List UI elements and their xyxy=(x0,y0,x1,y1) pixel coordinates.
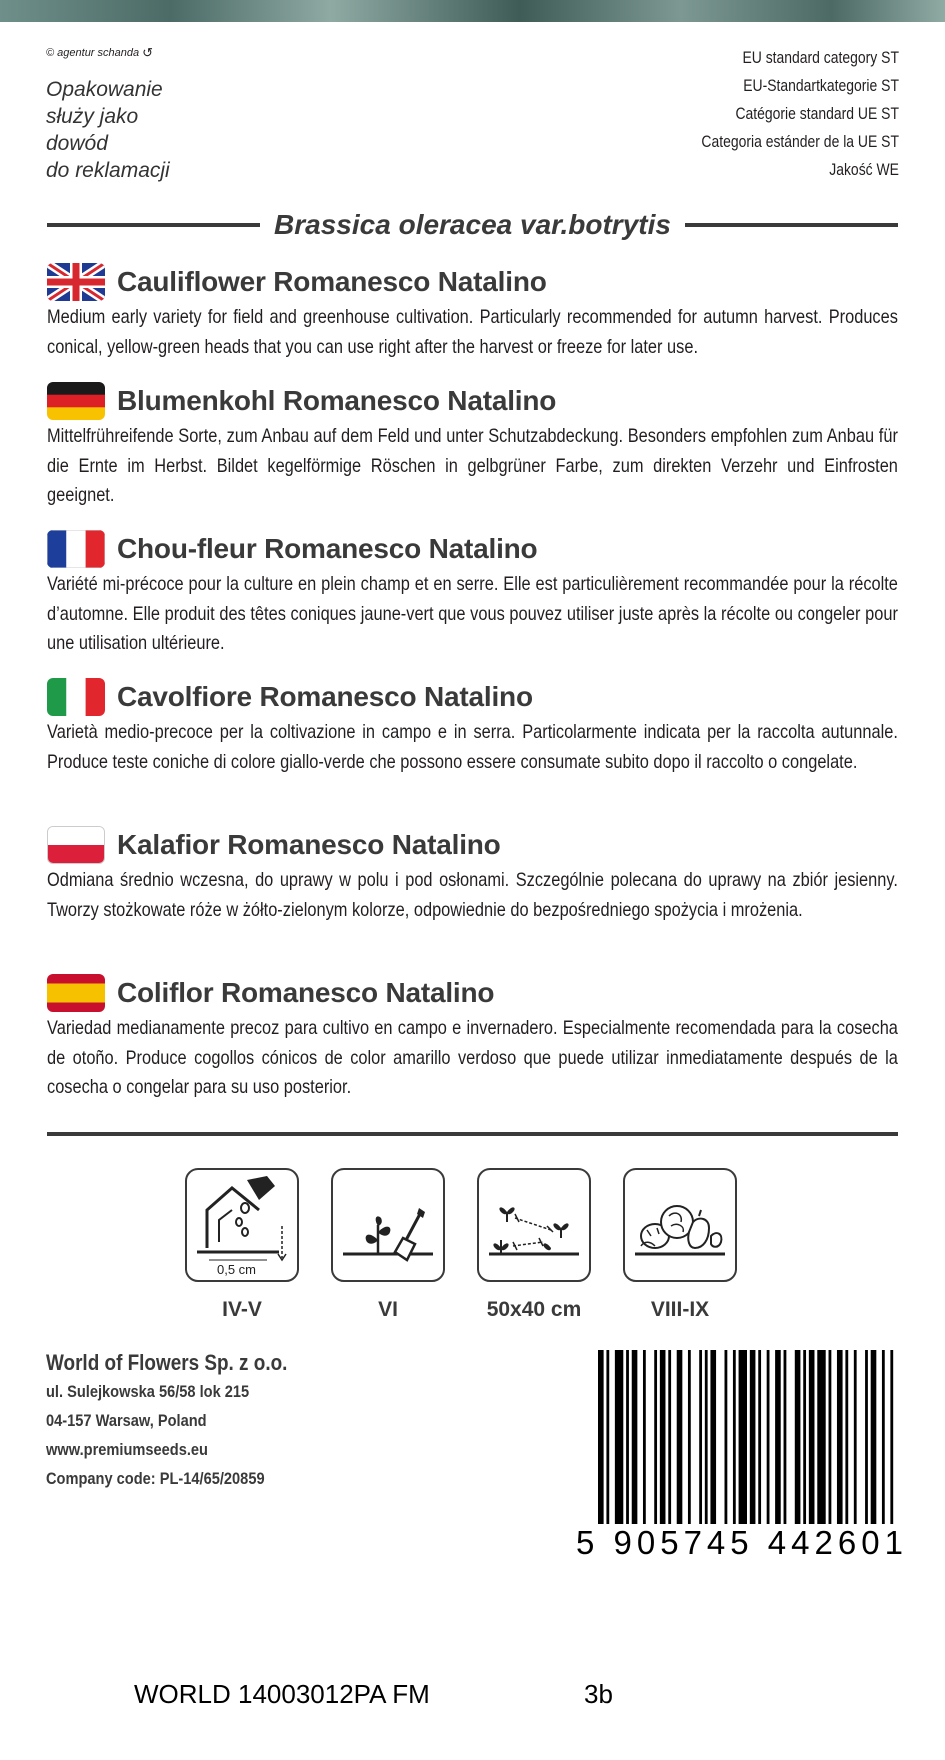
harvest-icon xyxy=(623,1168,737,1282)
barcode-bar xyxy=(784,1350,787,1530)
print-code: WORLD 14003012PA FM xyxy=(134,1679,430,1709)
company-name: World of Flowers Sp. z o.o. xyxy=(46,1350,288,1375)
photo-credit xyxy=(46,45,153,61)
barcode-bar xyxy=(626,1350,629,1530)
barcode-bar xyxy=(767,1350,770,1530)
barcode-bar xyxy=(677,1350,683,1530)
barcode-bar xyxy=(705,1350,708,1530)
section-title: Cavolfiore Romanesco Natalino xyxy=(117,681,533,712)
greenhouse-sowing-icon xyxy=(185,1168,299,1282)
swirl-logo-icon: ↺ xyxy=(142,45,154,60)
barcode-bar xyxy=(699,1350,702,1530)
section-italian xyxy=(47,676,898,777)
page-code: 3b xyxy=(584,1679,613,1709)
barcode-bar xyxy=(829,1350,832,1530)
eu-category-list xyxy=(701,44,899,184)
company-website: www.premiumseeds.eu xyxy=(46,1440,208,1459)
section-polish xyxy=(47,824,898,925)
section-french xyxy=(47,528,898,659)
barcode-bar xyxy=(725,1350,728,1530)
barcode-bar xyxy=(632,1350,638,1530)
section-german xyxy=(47,380,898,511)
spanish-flag-icon xyxy=(47,974,105,1012)
section-english xyxy=(47,261,898,362)
barcode-bar xyxy=(758,1350,761,1530)
eu-category-line: Jakość WE xyxy=(829,160,899,179)
barcode-bar xyxy=(733,1350,736,1530)
uk-flag-icon xyxy=(47,263,105,301)
barcode-bar xyxy=(817,1350,825,1530)
section-title: Chou-fleur Romanesco Natalino xyxy=(117,533,538,564)
complaint-notice xyxy=(46,76,170,184)
section-text: Variedad medianamente precoz para cultivo en campo e invernadero. Especialmente recomendada para la cosecha de otoño. Produce cogollos cónicos de color amarillo verdoso que puede utilizar inmediatamente después de la cosecha o congelar para su uso posterior. xyxy=(47,1017,898,1098)
barcode-bar xyxy=(854,1350,857,1530)
barcode-bar xyxy=(775,1350,781,1530)
eu-category-line: EU-Standartkategorie ST xyxy=(743,76,899,95)
polish-flag-icon xyxy=(47,826,105,864)
barcode-bar xyxy=(837,1350,843,1530)
section-text: Medium early variety for field and greenhouse cultivation. Particularly recommended for autumn harvest. Produces conical, yellow-green heads that you can use right after the harvest or freeze for later use. xyxy=(47,306,898,358)
spacing-label: 50x40 cm xyxy=(486,1298,582,1321)
complaint-line: dowód xyxy=(46,132,108,155)
section-title: Coliflor Romanesco Natalino xyxy=(117,977,495,1008)
latin-name: Brassica oleracea var.botrytis xyxy=(274,209,671,240)
divider xyxy=(47,1132,898,1136)
complaint-line: Opakowanie xyxy=(46,78,163,101)
barcode-number: 5 905745 442601 xyxy=(572,1524,912,1562)
barcode-bar xyxy=(668,1350,671,1530)
barcode-bar xyxy=(643,1350,646,1530)
sowing-depth-label: 0,5 cm xyxy=(217,1262,257,1277)
eu-category-line: Catégorie standard UE ST xyxy=(735,104,899,123)
photo-credit-text: © agentur schanda xyxy=(46,47,140,59)
section-text: Odmiana średnio wczesna, do uprawy w polu i pod osłonami. Szczególnie polecana do uprawy na zbiór jesienny. Tworzy stożkowate róże w żółto-zielonym kolorze, odpowiednie do bezpośredniego spożycia i mrożenia. xyxy=(47,869,898,921)
barcode-bar xyxy=(710,1350,716,1530)
section-title: Kalafior Romanesco Natalino xyxy=(117,829,501,860)
section-text: Variété mi-précoce pour la culture en plein champ et en serre. Elle est particulièrement recommandée pour la récolte d’automne. Elle produit des têtes coniques jaune-vert que vous pouvez utiliser juste après la récolte ou congeler pour une utilisation ultérieure. xyxy=(47,573,898,654)
section-spanish xyxy=(47,972,898,1103)
plant-spacing-icon xyxy=(477,1168,591,1282)
company-street: ul. Sulejkowska 56/58 lok 215 xyxy=(46,1382,250,1401)
eu-category-line: EU standard category ST xyxy=(742,48,899,67)
section-text: Mittelfrühreifende Sorte, zum Anbau auf dem Feld und unter Schutzabdeckung. Besonders empfohlen zum Anbau für die Ernte im Herbst. Bildet kegelförmige Röschen in gelbgrüner Farbe, zum direkten Verzehr und Einfrosten geeignet. xyxy=(47,425,898,506)
transplanting-icon xyxy=(331,1168,445,1282)
complaint-line: do reklamacji xyxy=(46,159,170,182)
barcode-bar xyxy=(615,1350,623,1530)
barcode-bar xyxy=(660,1350,666,1530)
barcode-bar xyxy=(688,1350,691,1530)
barcode-bar xyxy=(795,1350,801,1530)
barcode-bar xyxy=(654,1350,657,1530)
transplanting-period-label: VI xyxy=(378,1298,398,1321)
barcode-bar xyxy=(845,1350,848,1530)
german-flag-icon xyxy=(47,382,105,420)
section-text: Varietà medio-precoce per la coltivazione in campo e in serra. Particolarmente indicata per la raccolta autunnale. Produce teste coniche di colore giallo-verde che possono essere consumate subito dopo il raccolto o congelate. xyxy=(47,721,898,773)
barcode-bar xyxy=(803,1350,806,1530)
header-photo-strip xyxy=(0,0,945,22)
harvest-period-label: VIII-IX xyxy=(650,1298,710,1321)
latin-name-row xyxy=(47,209,898,241)
barcode-bar xyxy=(809,1350,815,1530)
sowing-period-label: IV-V xyxy=(222,1298,262,1321)
section-title: Blumenkohl Romanesco Natalino xyxy=(117,385,557,416)
complaint-line: służy jako xyxy=(46,105,139,128)
italian-flag-icon xyxy=(47,678,105,716)
barcode-bar xyxy=(871,1350,877,1530)
french-flag-icon xyxy=(47,530,105,568)
eu-category-line: Categoria estánder de la UE ST xyxy=(701,132,899,151)
company-info xyxy=(46,1348,287,1493)
divider xyxy=(685,223,898,227)
company-code: Company code: PL-14/65/20859 xyxy=(46,1469,265,1488)
company-city: 04-157 Warsaw, Poland xyxy=(46,1411,207,1430)
divider xyxy=(47,223,260,227)
barcode-bar xyxy=(865,1350,868,1530)
section-title: Cauliflower Romanesco Natalino xyxy=(117,266,547,297)
